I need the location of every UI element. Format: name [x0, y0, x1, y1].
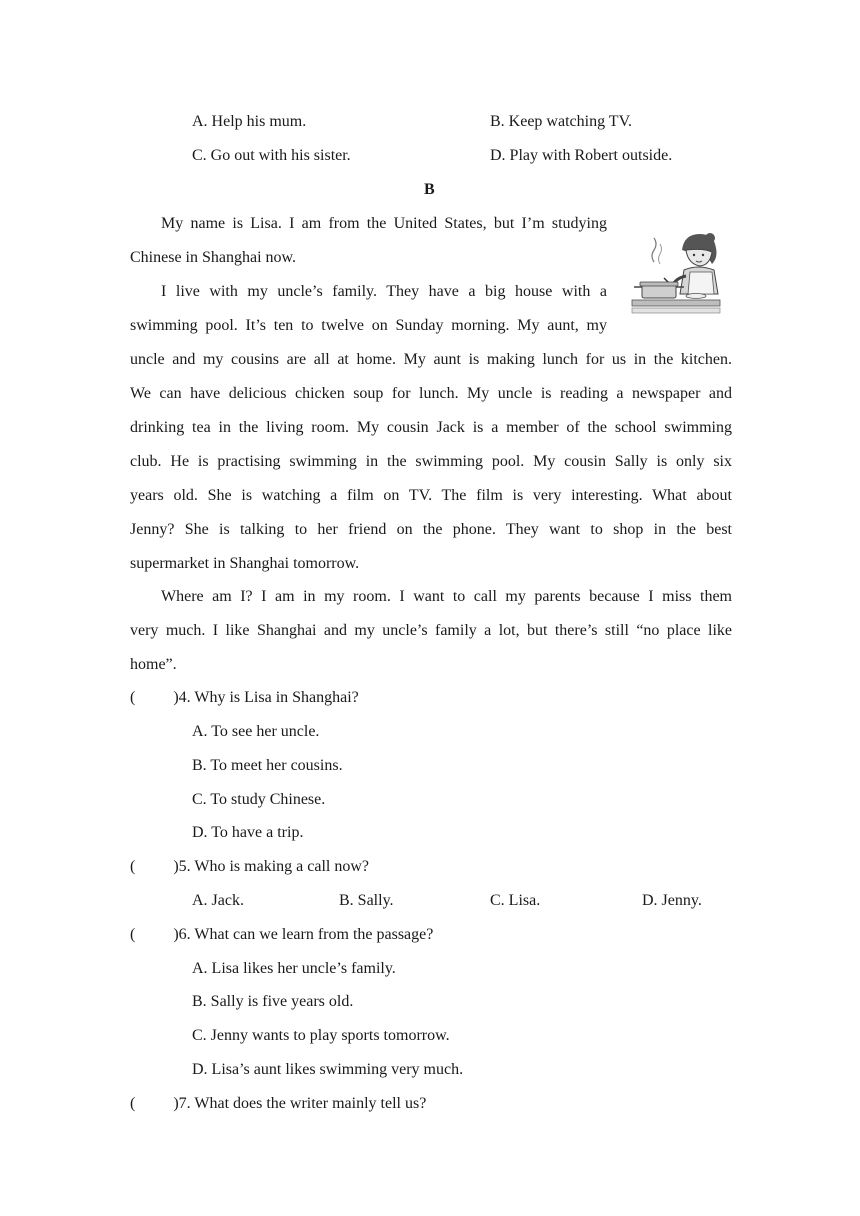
option-d: D. To have a trip. — [192, 824, 304, 841]
option-a: A. Jack. — [192, 892, 244, 909]
passage-line: home”. — [130, 656, 177, 673]
passage-line: My name is Lisa. I am from the United States, but I’m studying — [161, 215, 607, 232]
question-stem — [130, 850, 369, 884]
option-b: B. Sally is five years old. — [192, 993, 354, 1010]
option-a: A. Lisa likes her uncle’s family. — [192, 960, 396, 977]
answer-paren: ( — [130, 1095, 136, 1112]
passage-line: swimming pool. It’s ten to twelve on Sunday morning. My aunt, my — [130, 317, 607, 334]
passage-line: Chinese in Shanghai now. — [130, 249, 297, 266]
passage-line: years old. She is watching a film on TV. The film is very interesting. What about — [130, 487, 732, 504]
passage-line: Where am I? I am in my room. I want to call my parents because I miss them — [161, 588, 732, 605]
option-d: D. Lisa’s aunt likes swimming very much. — [192, 1061, 464, 1078]
prev-option-a: A. Help his mum. — [192, 113, 307, 130]
question-stem — [130, 918, 433, 952]
question-stem — [130, 681, 359, 715]
option-a: A. To see her uncle. — [192, 723, 320, 740]
passage-line: I live with my uncle’s family. They have a big house with a — [161, 283, 607, 300]
passage-line: club. He is practising swimming in the swimming pool. My cousin Sally is only six — [130, 453, 732, 470]
answer-paren: ( — [130, 689, 136, 706]
option-c: C. Jenny wants to play sports tomorrow. — [192, 1027, 450, 1044]
answer-paren: ( — [130, 926, 136, 943]
question-text: )7. What does the writer mainly tell us? — [173, 1095, 427, 1112]
prev-option-d: D. Play with Robert outside. — [490, 147, 673, 164]
option-b: B. Sally. — [339, 892, 394, 909]
section-heading: B — [424, 181, 435, 198]
passage-line: drinking tea in the living room. My cousin Jack is a member of the school swimming — [130, 419, 732, 436]
passage-line: We can have delicious chicken soup for lunch. My uncle is reading a newspaper and — [130, 385, 732, 402]
passage-line: very much. I like Shanghai and my uncle’s family a lot, but there’s still “no place like — [130, 622, 732, 639]
passage-line: Jenny? She is talking to her friend on the phone. They want to shop in the best — [130, 521, 732, 538]
prev-option-c: C. Go out with his sister. — [192, 147, 351, 164]
option-d: D. Jenny. — [642, 892, 702, 909]
passage-line: uncle and my cousins are all at home. My aunt is making lunch for us in the kitchen. — [130, 351, 732, 368]
question-stem — [130, 1087, 426, 1121]
answer-paren: ( — [130, 858, 136, 875]
question-text: )6. What can we learn from the passage? — [173, 926, 434, 943]
passage-line: supermarket in Shanghai tomorrow. — [130, 555, 360, 572]
question-text: )5. Who is making a call now? — [173, 858, 369, 875]
prev-option-b: B. Keep watching TV. — [490, 113, 633, 130]
option-b: B. To meet her cousins. — [192, 757, 343, 774]
woman-cooking-illustration — [630, 230, 722, 318]
option-c: C. Lisa. — [490, 892, 541, 909]
option-c: C. To study Chinese. — [192, 791, 326, 808]
question-text: )4. Why is Lisa in Shanghai? — [173, 689, 359, 706]
